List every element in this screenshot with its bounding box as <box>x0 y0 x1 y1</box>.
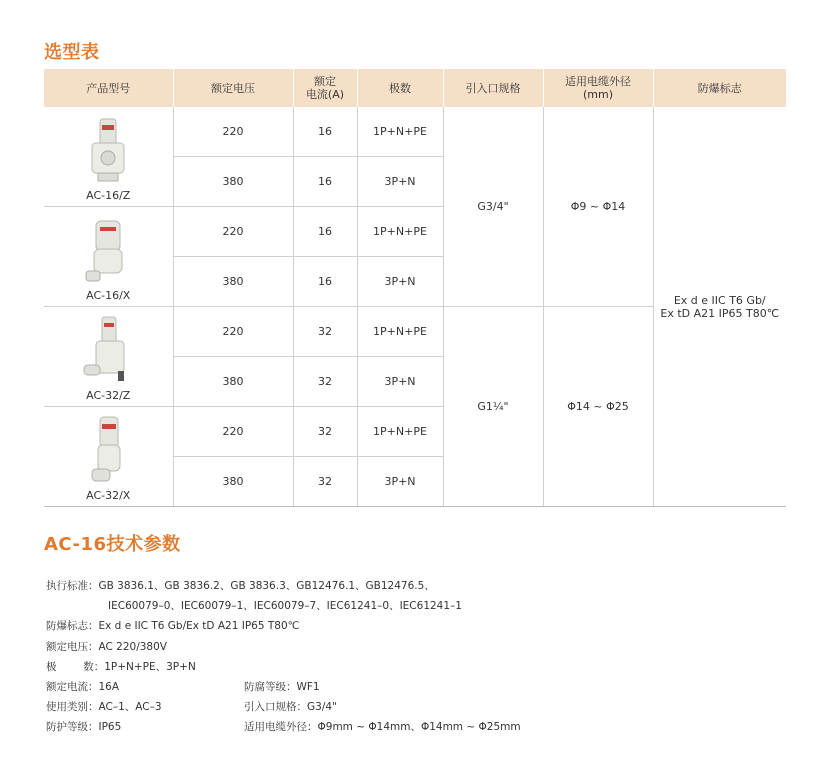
header-cable: 适用电缆外径 (mm) <box>543 69 653 107</box>
model-cell <box>44 107 173 207</box>
product-image <box>78 115 138 187</box>
header-model: 产品型号 <box>44 69 173 107</box>
param-row-current <box>46 677 462 697</box>
param-row-voltage <box>46 637 462 657</box>
poles-cell: 1P+N+PE <box>357 107 443 157</box>
voltage-cell: 220 <box>173 207 293 257</box>
cable-cell: Φ9 ~ Φ14 <box>543 107 653 307</box>
param-value: AC 220/380V <box>98 640 167 653</box>
param-label: 使用类别： <box>46 701 99 714</box>
model-cell <box>44 407 173 507</box>
selection-table-title: 选型表 <box>44 42 100 63</box>
poles-cell: 1P+N+PE <box>357 207 443 257</box>
param-corrosion: 防腐等级：WF1 <box>244 680 320 693</box>
voltage-cell: 220 <box>173 307 293 357</box>
table-row <box>44 107 786 157</box>
model-name: AC-16/Z <box>86 189 131 202</box>
param-row-marking <box>46 616 462 636</box>
poles-cell: 3P+N <box>357 457 443 507</box>
inlet-cell: G3/4" <box>443 107 543 307</box>
param-label: 防护等级： <box>46 721 99 734</box>
param-label: 额定电流： <box>46 680 99 693</box>
current-cell: 32 <box>293 307 357 357</box>
current-cell: 32 <box>293 457 357 507</box>
param-inlet: 引入口规格：G3/4" <box>244 701 337 714</box>
param-value: Ex d e IIC T6 Gb/Ex tD A21 IP65 T80℃ <box>98 620 300 633</box>
model-name: AC-32/X <box>86 489 131 502</box>
param-label: 执行标准： <box>46 580 99 592</box>
table-header-row <box>44 69 786 107</box>
header-voltage: 额定电压 <box>173 69 293 107</box>
poles-cell: 3P+N <box>357 257 443 307</box>
product-image <box>78 215 138 287</box>
poles-cell: 3P+N <box>357 157 443 207</box>
param-cable: 适用电缆外径：Φ9mm ~ Φ14mm、Φ14mm ~ Φ25mm <box>244 721 521 734</box>
param-value: 16A <box>98 680 120 693</box>
poles-cell: 3P+N <box>357 357 443 407</box>
voltage-cell: 380 <box>173 457 293 507</box>
param-row-poles <box>46 657 462 677</box>
param-row-standard <box>46 576 462 596</box>
product-image <box>78 315 138 387</box>
header-current: 额定 电流(A) <box>293 69 357 107</box>
param-value: 1P+N+PE、3P+N <box>104 660 196 673</box>
param-row-category <box>46 697 462 717</box>
param-value: GB 3836.1、GB 3836.2、GB 3836.3、GB12476.1、GB12476.5、 <box>98 580 435 592</box>
current-cell: 32 <box>293 407 357 457</box>
current-cell: 16 <box>293 207 357 257</box>
voltage-cell: 220 <box>173 407 293 457</box>
tech-params-list <box>46 576 521 738</box>
param-row-protection <box>46 717 521 737</box>
model-name: AC-16/X <box>86 289 131 302</box>
cable-cell: Φ14 ~ Φ25 <box>543 307 653 507</box>
param-label: 防爆标志： <box>46 620 99 633</box>
inlet-cell: G1¼" <box>443 307 543 507</box>
param-value: IP65 <box>98 721 122 734</box>
tech-params-title: AC-16技术参数 <box>44 534 181 555</box>
voltage-cell: 380 <box>173 357 293 407</box>
param-row-standard-cont <box>46 596 462 616</box>
header-inlet: 引入口规格 <box>443 69 543 107</box>
param-label: 极 数： <box>46 660 105 673</box>
param-value: IEC60079–0、IEC60079–1、IEC60079–7、IEC61241–0、IEC61241–1 <box>108 600 462 613</box>
model-name: AC-32/Z <box>86 389 131 402</box>
header-marking: 防爆标志 <box>653 69 786 107</box>
current-cell: 16 <box>293 257 357 307</box>
voltage-cell: 380 <box>173 257 293 307</box>
product-image <box>78 415 138 487</box>
voltage-cell: 380 <box>173 157 293 207</box>
current-cell: 16 <box>293 107 357 157</box>
marking-cell: Ex d e IIC T6 Gb/ Ex tD A21 IP65 T80℃ <box>653 107 786 507</box>
model-cell <box>44 307 173 407</box>
model-cell <box>44 207 173 307</box>
current-cell: 32 <box>293 357 357 407</box>
header-poles: 极数 <box>357 69 443 107</box>
param-value: AC–1、AC–3 <box>98 701 162 714</box>
poles-cell: 1P+N+PE <box>357 407 443 457</box>
param-label: 额定电压： <box>46 640 99 653</box>
current-cell: 16 <box>293 157 357 207</box>
voltage-cell: 220 <box>173 107 293 157</box>
poles-cell: 1P+N+PE <box>357 307 443 357</box>
selection-table <box>44 69 786 507</box>
